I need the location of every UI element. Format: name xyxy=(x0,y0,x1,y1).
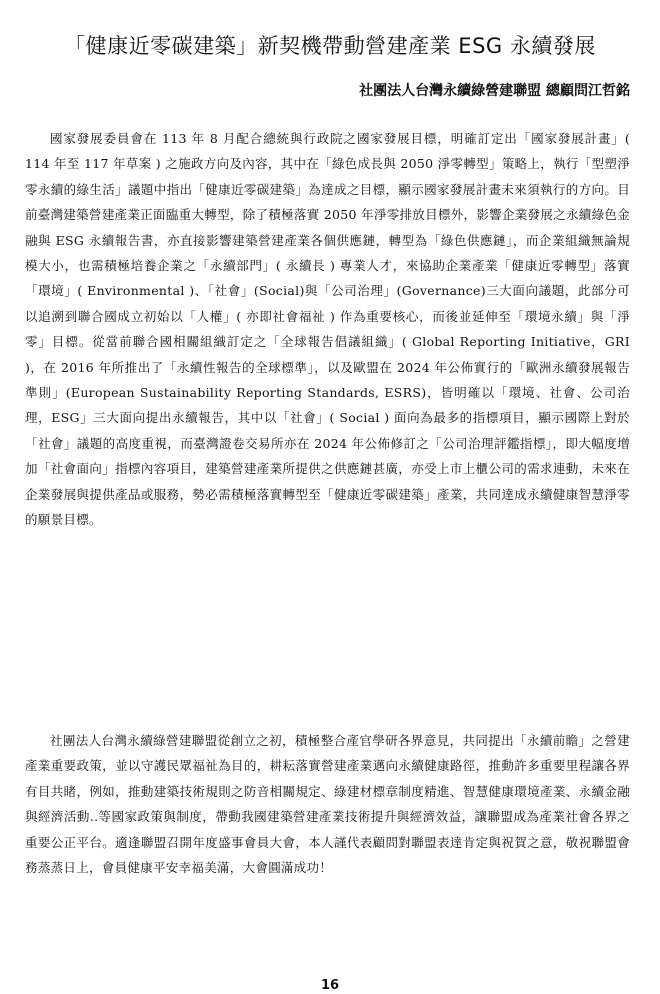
author-line: 社團法人台灣永續綠營建聯盟 總顧問江哲銘 xyxy=(359,83,630,99)
body-paragraph-2: 社團法人台灣永續綠營建聯盟從創立之初，積極整合產官學研各界意見，共同提出「永續前瞻」之營建產業重要政策，並以守護民眾福祉為目的，耕耘落實營建產業邁向永續健康路徑，推動許多重要里程讓各界有目共睹，例如，推動建築技術規則之防音相關規定、綠建材標章制度精進、智慧健康環境產業、永續金融與經濟活動..等國家政策與制度，帶動我國建築營建產業技術提升與經濟效益，讓聯盟成為產業社會各界之重要公正平台。適逢聯盟召開年度盛事會員大會，本人謹代表顧問對聯盟表達肯定與祝賀之意，敬祝聯盟會務蒸蒸日上，會員健康平安幸福美滿，大會圓滿成功！ xyxy=(25,733,630,876)
page-number: 16 xyxy=(320,978,340,993)
body-paragraph-1: 國家發展委員會在 113 年 8 月配合總統與行政院之國家發展目標，明確訂定出「國家發展計畫」( 114 年至 117 年草案 ) 之施政方向及內容，其中在「綠色成長與 2050 淨零轉型」策略上，執行「型塑淨零永續的綠生活」議題中指出「健康近零碳建築」為達成之目標，顯示國家發展計畫未來須執行的方向。目前臺灣建築營建產業正面臨重大轉型，除了積極落實 2050 年淨零排放目標外，影響企業發展之永續綠色金融與 ESG 永續報告書，亦直接影響建築營建產業各個供應鏈，轉型為「綠色供應鏈」，而企業組織無論規模大小，也需積極培養企業之「永續部門」( 永續長 ) 專業人才，來協助企業產業「健康近零轉型」落實「環境」( Environmental )、「社會」(Social)與「公司治理」(Governance)三大面向議題，此部分可以追溯到聯合國成立初始以「人權」( 亦即社會福祉 ) 作為重要核心，而後並延伸至「環境永續」與「淨零」目標。從當前聯合國相關組織訂定之「全球報告倡議組織」( Global Reporting Initiative，GRI )，在 2016 年所推出了「永續性報告的全球標準」，以及歐盟在 2024 年公佈實行的「歐洲永續發展報告準則」(European Sustainability Reporting Standards, ESRS)，皆明確以「環境、社會、公司治理，ESG」三大面向提出永續報告，其中以「社會」( Social ) 面向為最多的指標項目，顯示國際上對於「社會」議題的高度重視，而臺灣證卷交易所亦在 2024 年公佈修訂之「公司治理評鑑指標」，即大幅度增加「社會面向」指標內容項目，建築營建產業所提供之供應鏈甚廣，亦受上市上櫃公司的需求連動，未來在企業發展與提供產品或服務，勢必需積極落實轉型至「健康近零碳建築」產業，共同達成永續健康智慧淨零的願景目標。 xyxy=(25,131,630,528)
document-title: 「健康近零碳建築」新契機帶動營建產業 ESG 永續發展 xyxy=(64,34,596,58)
